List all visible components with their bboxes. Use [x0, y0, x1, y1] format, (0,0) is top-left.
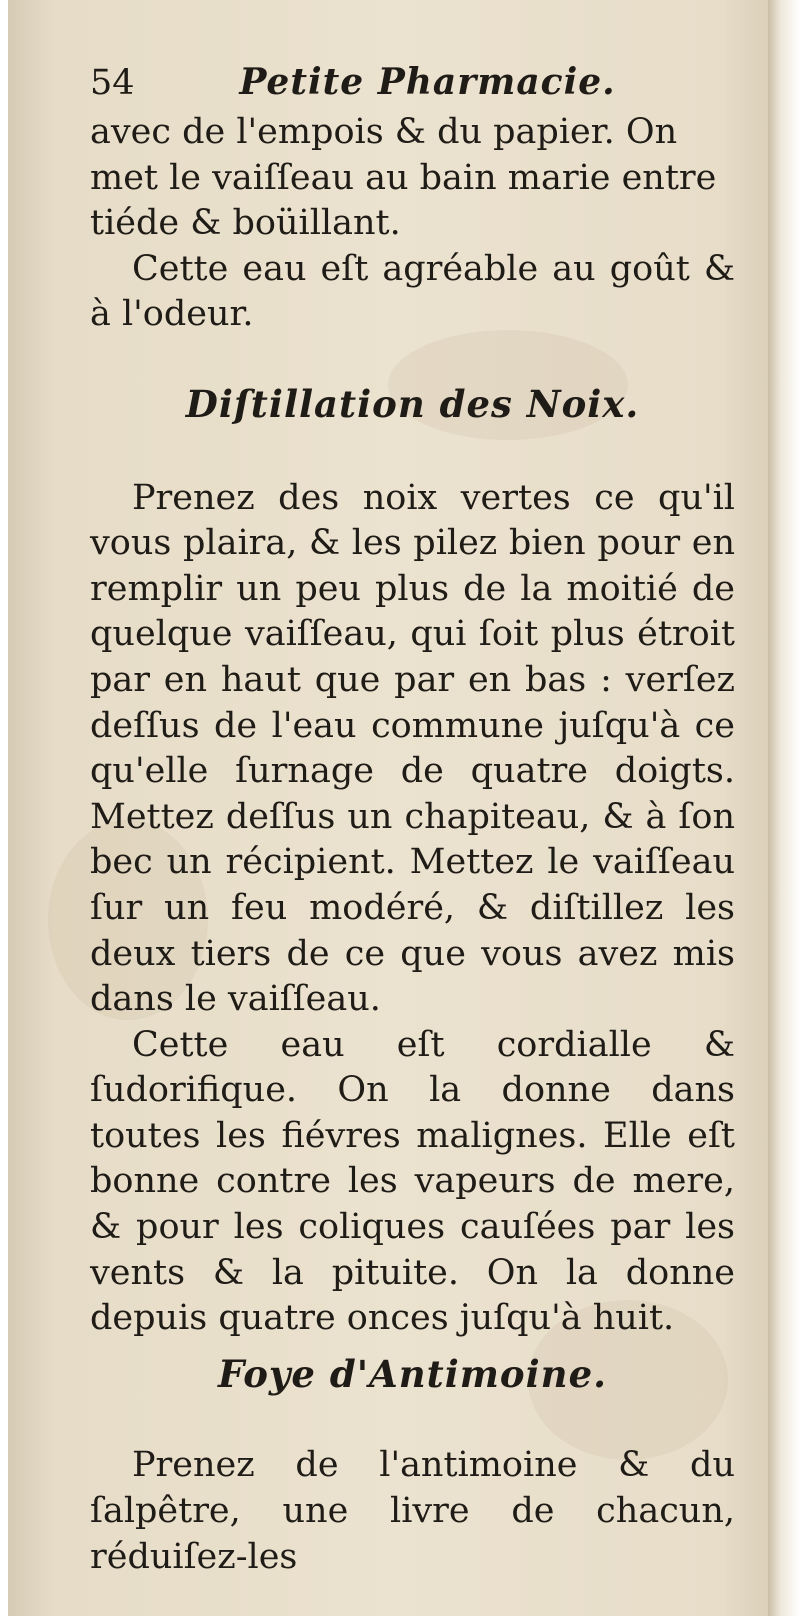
intro-line: avec de l'empois & du papier. On	[90, 112, 678, 152]
page-text	[90, 60, 735, 1580]
intro-line: met le vaiſſeau au bain marie entre	[90, 157, 717, 198]
page-edge	[768, 0, 800, 1616]
recipe-paragraph: Prenez de l'antimoine & du ſalpêtre, une livre de chacun, réduiſez-les	[90, 1445, 735, 1577]
page-number: 54	[90, 63, 135, 103]
intro-line: tiéde & boüillant.	[90, 203, 401, 244]
usage-paragraph: Cette eau eſt cordialle & ſudorifique. On la donne dans toutes les fiévres malignes. Elle eſt bonne contre les vapeurs de mere, & pour les coliques cauſées par les vents & la pituite. On la donne depuis quatre onces juſqu'à huit.	[90, 1024, 735, 1339]
recipe-paragraph: Prenez des noix vertes ce qu'il vous plaira, & les pilez bien pour en remplir un peu plus de la moitié de quelque vaiſſeau, qui ſoit plus étroit par en haut que par en bas : verſez deſſus de l'eau commune juſqu'à ce qu'elle ſurnage de quatre doigts. Mettez deſſus un chapiteau, & à ſon bec un récipient. Mettez le vaiſſeau ſur un feu modéré, & diſtillez les deux tiers de ce que vous avez mis dans le vaiſſeau.	[90, 477, 735, 1020]
section-heading: Foye d'Antimoine.	[217, 1351, 607, 1396]
running-header	[90, 60, 735, 108]
running-title: Petite Pharmacie.	[239, 61, 616, 103]
intro-paragraph: Cette eau eſt agréable au goût & à l'odeur.	[90, 248, 735, 335]
section-heading: Diſtillation des Noix.	[185, 381, 640, 426]
